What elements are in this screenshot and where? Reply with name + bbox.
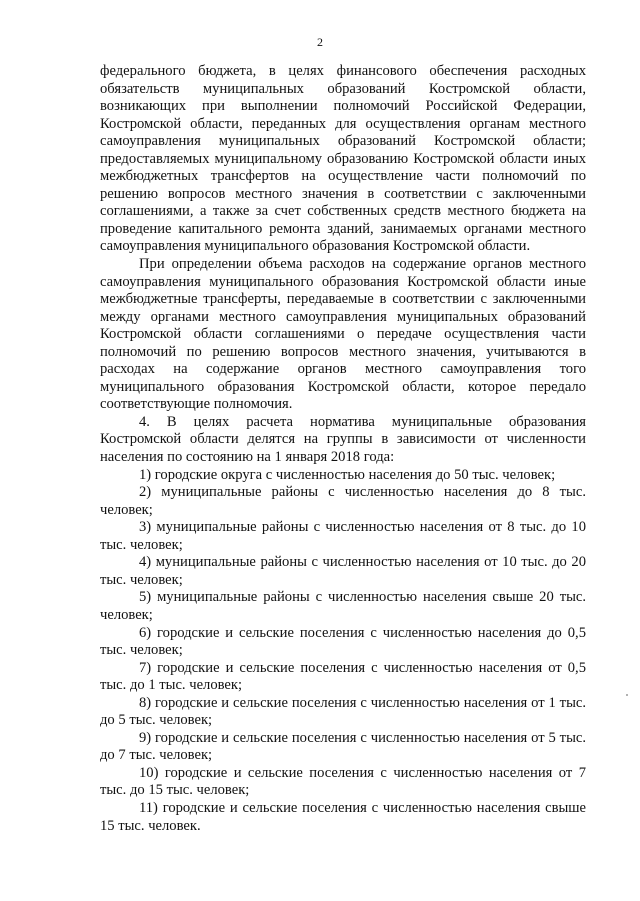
population-group-item: 7) городские и сельские поселения с численностью населения от 0,5 тыс. до 1 тыс. человек; [100, 659, 586, 694]
population-group-item: 2) муниципальные районы с численностью населения до 8 тыс. человек; [100, 484, 586, 518]
population-group-item: 5) муниципальные районы с численностью населения свыше 20 тыс. человек; [100, 589, 586, 623]
population-group-item: 1) городские округа с численностью населения до 50 тыс. человек; [139, 466, 556, 483]
population-group-item: 6) городские и сельские поселения с численностью населения до 0,5 тыс. человек; [100, 624, 586, 659]
population-group-item: 11) городские и сельские поселения с численностью населения свыше 15 тыс. человек. [100, 799, 586, 834]
expenses-paragraph: При определении объема расходов на содержание органов местного самоуправления муниципального образования Костромской области иные межбюджетные трансферты, передаваемые в соответствии с заключенными между органами местного самоуправления муниципальных образований Костромской области соглашениями о передаче осуществления части полномочий по решению вопросов местного значения, учитываются в расходах на содержание органов местного самоуправления того муниципального образования Костромской области, которое передало соответствующие полномочия. [100, 256, 586, 413]
document-body [100, 63, 586, 835]
population-group-item: 10) городские и сельские поселения с численностью населения от 7 тыс. до 15 тыс. человек; [100, 764, 586, 799]
section-4-paragraph: 4. В целях расчета норматива муниципальные образования Костромской области делятся на группы в зависимости от численности населения по состоянию на 1 января 2018 года: [100, 413, 586, 466]
page-number: 2 [317, 35, 323, 49]
intro-paragraph: федерального бюджета, в целях финансового обеспечения расходных обязательств муниципальных образований Костромской области, возникающих при выполнении полномочий Российской Федерации, Костромской области, переданных для осуществления органам местного самоуправления муниципальных образований Костромской области; предоставляемых муниципальному образованию Костромской области иных межбюджетных трансфертов на осуществление части полномочий по решению вопросов местного значения в соответствии с заключенными соглашениями, а также за счет собственных средств местного бюджета на проведение капитального ремонта зданий, занимаемых органами местного самоуправления муниципального образования Костромской области. [100, 63, 586, 255]
population-group-item: 8) городские и сельские поселения с численностью населения от 1 тыс. до 5 тыс. человек; [100, 694, 586, 729]
population-group-item: 4) муниципальные районы с численностью населения от 10 тыс. до 20 тыс. человек; [100, 554, 586, 588]
scan-mark [626, 694, 628, 696]
population-group-item: 9) городские и сельские поселения с численностью населения от 5 тыс. до 7 тыс. человек; [100, 729, 586, 764]
population-group-item: 3) муниципальные районы с численностью населения от 8 тыс. до 10 тыс. человек; [100, 519, 586, 553]
